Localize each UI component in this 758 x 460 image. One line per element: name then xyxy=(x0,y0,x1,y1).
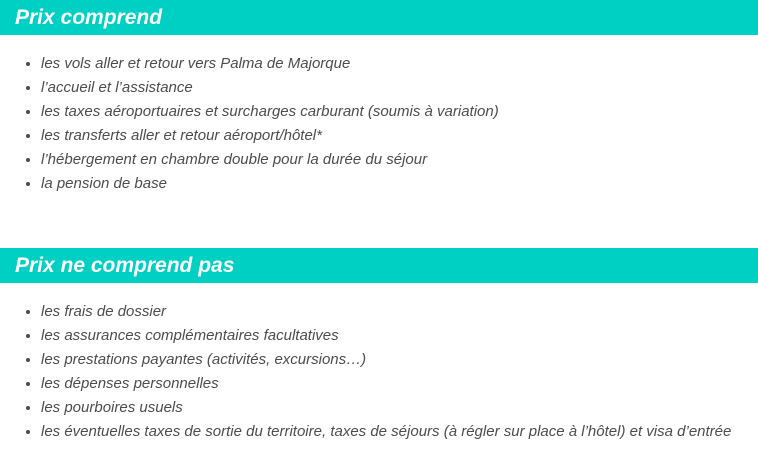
list-item: • les frais de dossier xyxy=(41,300,738,324)
list-item: • les éventuelles taxes de sortie du territoire, taxes de séjours (à régler sur place à l’hôtel) et visa d’entrée xyxy=(41,420,738,444)
list-item: • les assurances complémentaires facultatives xyxy=(41,324,738,348)
list-item: • les taxes aéroportuaires et surcharges carburant (soumis à variation) xyxy=(41,100,738,124)
list-item: • l’hébergement en chambre double pour la durée du séjour xyxy=(41,148,738,172)
included-list xyxy=(0,52,758,196)
list-item: • l’accueil et l’assistance xyxy=(41,76,738,100)
list-item: • les vols aller et retour vers Palma de Majorque xyxy=(41,52,738,76)
list-item: • les dépenses personnelles xyxy=(41,372,738,396)
list-item: • la pension de base xyxy=(41,172,738,196)
section-header-prix-ne-comprend-pas xyxy=(0,248,758,283)
list-item: • les prestations payantes (activités, excursions…) xyxy=(41,348,738,372)
list-item: • les transferts aller et retour aéroport/hôtel* xyxy=(41,124,738,148)
section-header-prix-comprend xyxy=(0,0,758,35)
section-title: Prix comprend xyxy=(15,6,163,29)
price-includes-section xyxy=(0,0,758,196)
list-item: • les pourboires usuels xyxy=(41,396,738,420)
section-title: Prix ne comprend pas xyxy=(15,254,235,277)
excluded-list xyxy=(0,300,758,444)
price-excludes-section xyxy=(0,248,758,444)
